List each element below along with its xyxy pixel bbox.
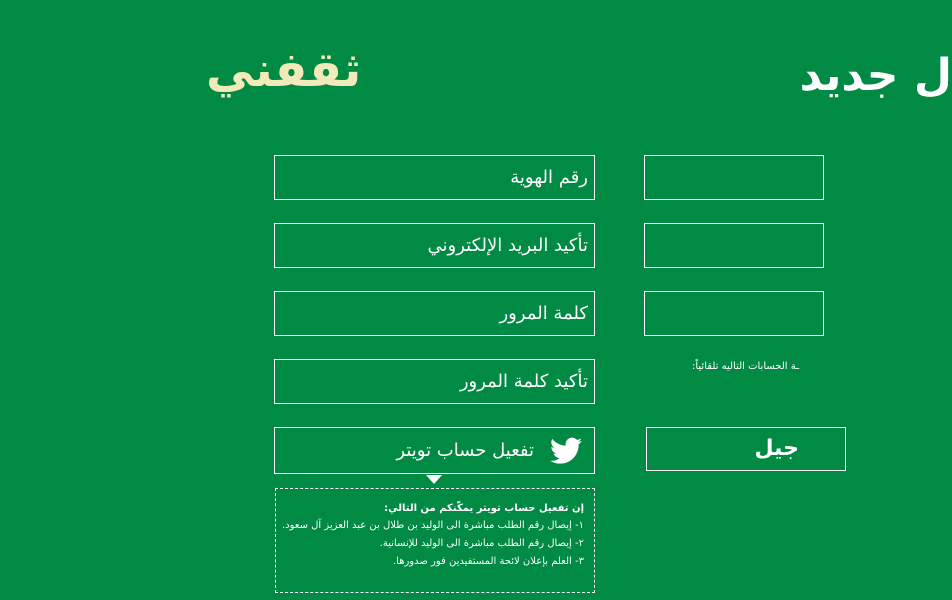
tooltip-pointer [426,475,442,484]
password-field[interactable]: كلمة المرور [274,291,595,336]
confirm-password-field[interactable]: تأكيد كلمة المرور [274,359,595,404]
twitter-info-box [275,488,595,593]
info-item: ٣- العلم بإعلان لائحة المستفيدين فور صدورها. [392,556,584,567]
confirm-email-field[interactable]: تأكيد البريد الإلكتروني [274,223,595,268]
register-button[interactable]: جيل [646,427,846,471]
info-item: ١- إيصال رقم الطلب مباشرة الى الوليد بن طلال بن عبد العزيز آل سعود. [281,520,584,531]
auto-accounts-note: ـة الحسابات التاليه تلقائياً: [692,361,800,372]
site-logo-text: ثقفني [206,42,362,98]
national-id-field[interactable]: رقم الهوية [274,155,595,200]
activate-twitter-button[interactable] [274,427,595,474]
twitter-bird-icon [550,437,582,465]
info-item: ٢- إيصال رقم الطلب مباشرة الى الوليد للإنسانية. [379,538,584,549]
right-field-1[interactable] [644,155,824,200]
activate-twitter-label: تفعيل حساب تويتر [396,440,534,461]
right-field-3[interactable] [644,291,824,336]
right-field-2[interactable] [644,223,824,268]
page-title: ل جديد [799,50,952,101]
info-title: إن تفعيل حساب تويتر يمكّنكم من التالي: [384,503,584,514]
